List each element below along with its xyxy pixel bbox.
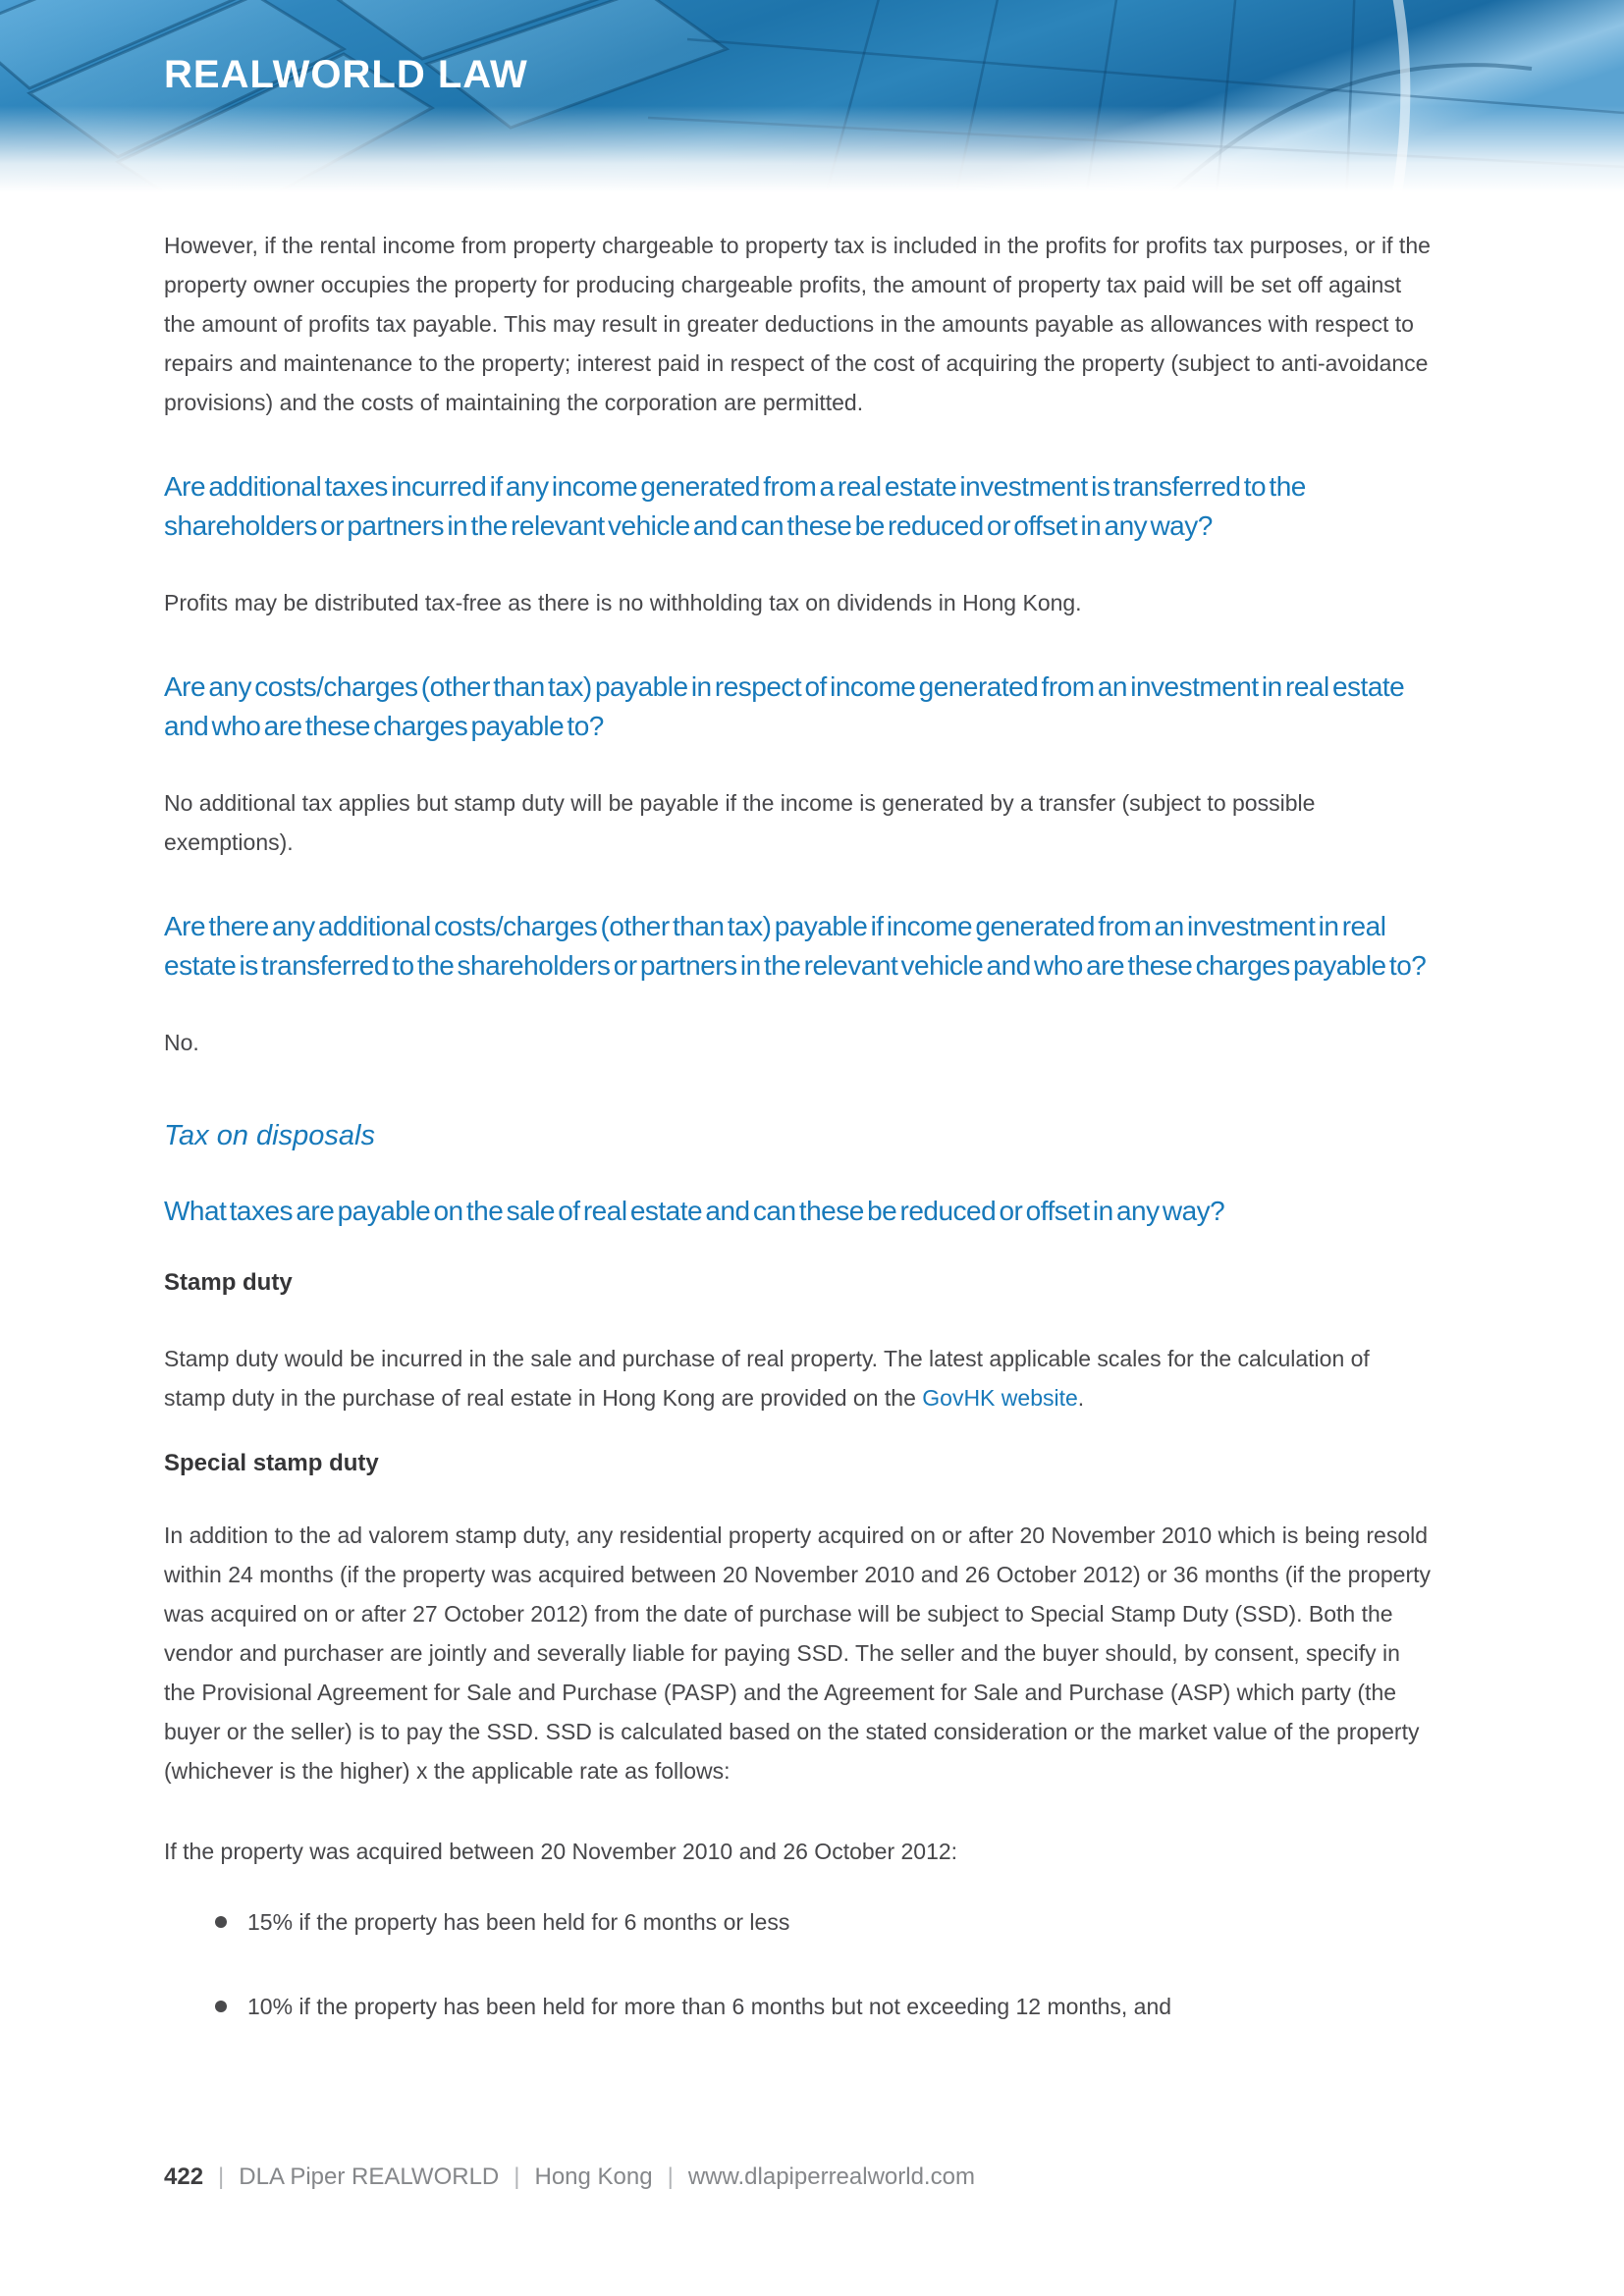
footer-location: Hong Kong — [534, 2163, 653, 2190]
stamp-duty-paragraph — [164, 1339, 1431, 1417]
footer-separator: | — [218, 2163, 225, 2190]
bullet-text-10-percent: 10% if the property has been held for more than 6 months but not exceeding 12 months, and — [247, 1994, 1172, 2019]
footer-brand: DLA Piper REALWORLD — [239, 2163, 500, 2190]
intro-paragraph: However, if the rental income from property chargeable to property tax is included in the profits for profits tax purposes, or if the property owner occupies the property for producing chargeable profits, the amount of property tax paid will be set off against the amount of profits tax payable. This may result in greater deductions in the amounts payable as allowances with respect to repairs and maintenance to the property; interest paid in respect of the cost of acquiring the property (subject to anti-avoidance provisions) and the costs of maintaining the corporation are permitted. — [164, 233, 1431, 415]
acquired-between-line: If the property was acquired between 20 November 2010 and 26 October 2012: — [164, 1839, 958, 1864]
bullet-icon — [215, 2001, 227, 2012]
footer-separator: | — [667, 2163, 674, 2190]
subheading-stamp-duty: Stamp duty — [164, 1269, 293, 1296]
question-heading-taxes-on-sale: What taxes are payable on the sale of real estate and can these be reduced or offset in any way? — [164, 1196, 1225, 1226]
list-item — [164, 1987, 1431, 2026]
stamp-duty-text-before-link: Stamp duty would be incurred in the sale and purchase of real property. The latest applicable scales for the calculation of stamp duty in the purchase of real estate in Hong Kong are provided on the — [164, 1346, 1370, 1411]
question-heading-costs-charges: Are any costs/charges (other than tax) payable in respect of income generated from an investment in real estate and who are these charges payable to? — [164, 671, 1405, 741]
stamp-duty-text-after-link: . — [1077, 1385, 1085, 1411]
footer-separator: | — [514, 2163, 520, 2190]
page-number: 422 — [164, 2163, 204, 2190]
page-header — [0, 0, 1624, 192]
answer-additional-costs: No. — [164, 1030, 199, 1055]
list-item — [164, 1902, 1431, 1942]
page-title: REALWORLD LAW — [164, 53, 528, 96]
bullet-text-15-percent: 15% if the property has been held for 6 months or less — [247, 1909, 790, 1935]
page-footer — [164, 2162, 975, 2193]
govhk-website-link[interactable]: GovHK website — [922, 1385, 1078, 1411]
section-heading-tax-on-disposals: Tax on disposals — [164, 1120, 375, 1151]
footer-website: www.dlapiperrealworld.com — [687, 2163, 975, 2190]
special-stamp-duty-paragraph: In addition to the ad valorem stamp duty, any residential property acquired on or after 20 November 2010 which is being resold within 24 months (if the property was acquired between 20 November 2010 and 26 October 2012) or 36 months (if the property was acquired on or after 27 October 2012) from the date of purchase will be subject to Special Stamp Duty (SSD). Both the vendor and purchaser are jointly and severally liable for paying SSD. The seller and the buyer should, by consent, specify in the Provisional Agreement for Sale and Purchase (PASP) and the Agreement for Sale and Purchase (ASP) which party (the buyer or the seller) is to pay the SSD. SSD is calculated based on the stated consideration or the market value of the property (whichever is the higher) x the applicable rate as follows: — [164, 1522, 1431, 1784]
subheading-special-stamp-duty: Special stamp duty — [164, 1450, 379, 1476]
question-heading-additional-costs: Are there any additional costs/charges (other than tax) payable if income generated from an investment in real estate is transferred to the shareholders or partners in the relevant vehicle and who are these charges payable to? — [164, 911, 1427, 981]
question-heading-additional-taxes: Are additional taxes incurred if any income generated from a real estate investment is transferred to the shareholders or partners in the relevant vehicle and can these be reduced or offset in any way? — [164, 471, 1306, 541]
bullet-icon — [215, 1916, 227, 1928]
document-content — [164, 226, 1431, 2026]
answer-costs-charges: No additional tax applies but stamp duty will be payable if the income is generated by a transfer (subject to possible exemptions). — [164, 790, 1316, 855]
answer-additional-taxes: Profits may be distributed tax-free as there is no withholding tax on dividends in Hong Kong. — [164, 590, 1082, 615]
